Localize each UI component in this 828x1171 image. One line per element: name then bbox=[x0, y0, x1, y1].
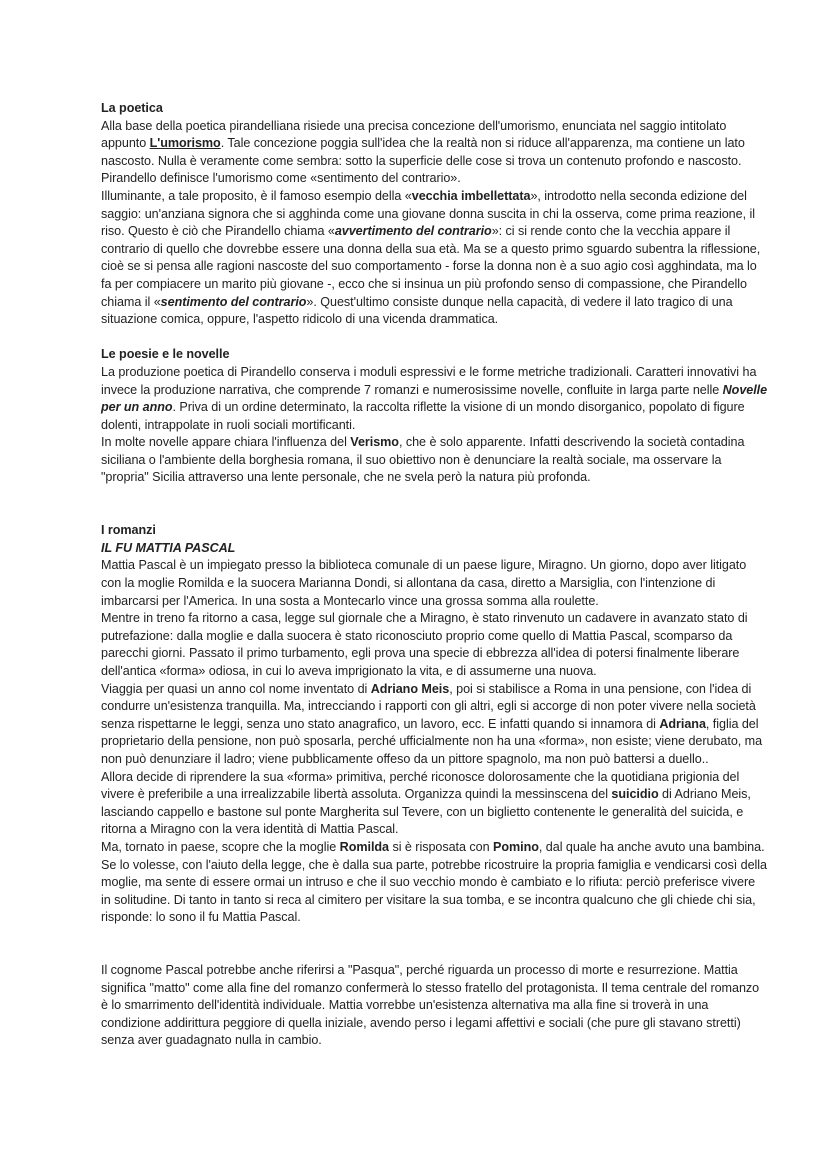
section-heading-poetica: La poetica bbox=[101, 101, 163, 115]
paragraph-trama-5: Ma, tornato in paese, scopre che la moglie Romilda si è risposata con Pomino, dal quale ha anche avuto una bambina. Se lo volesse, con l'aiuto della legge, che è dalla sua parte, potrebbe ricostruire la propria famiglia e vendicarsi così della moglie, ma sente di essere ormai un intruso e che il suo vecchio mondo è cambiato e lo rifiuta: perciò preferisce vivere in solitudine. Di tanto in tanto si reca al cimitero per visitare la sua tomba, e se incontra qualcuno che gli chiede chi sia, risponde: lo sono il fu Mattia Pascal. bbox=[101, 839, 768, 925]
section-conclusione bbox=[101, 962, 768, 1050]
spacer bbox=[101, 487, 768, 522]
section-poetica bbox=[101, 100, 768, 329]
paragraph-trama-3: Viaggia per quasi un anno col nome inventato di Adriano Meis, poi si stabilisce a Roma in una pensione, con l'idea di condurre un'esistenza tranquilla. Ma, intrecciando i rapporti con gli altri, egli si accorge di non poter vivere nella società senza rispettarne le leggi, senza uno stato anagrafico, un lavoro, ecc. E infatti quando si innamora di Adriana, figlia del proprietario della pensione, non può sposarla, perché ufficialmente non ha una «forma», non esiste; viene derubato, ma non può denunziare il ladro; viene pubblicamente offeso da un pittore spagnolo, ma non può battersi a duello.. bbox=[101, 681, 763, 766]
term-adriana: Adriana bbox=[659, 716, 706, 731]
paragraph-trama-2: Mentre in treno fa ritorno a casa, legge sul giornale che a Miragno, è stato rinvenuto un cadavere in avanzato stato di putrefazione: dalla moglie e dalla suocera è stato riconosciuto proprio come quello di Mattia Pascal, scomparso da parecchi giorni. Passato il primo turbamento, egli prova una specie di ebbrezza all'idea di potersi finalmente liberare dell'antica «forma» odiosa, in cui lo aveva imprigionato la vita, e di assumerne una nuova. bbox=[101, 611, 748, 678]
paragraph-trama-1: Mattia Pascal è un impiegato presso la biblioteca comunale di un paese ligure, Miragno. Un giorno, dopo aver litigato con la moglie Romilda e la suocera Marianna Dondi, si allontana da casa, diretto a Marsiglia, con l'intenzione di imbarcarsi per l'America. In una sosta a Montecarlo vince una grossa somma alla roulette. bbox=[101, 558, 747, 608]
section-poesie-novelle bbox=[101, 346, 768, 487]
spacer bbox=[101, 927, 768, 962]
term-pomino: Pomino bbox=[493, 839, 539, 854]
paragraph-verismo: In molte novelle appare chiara l'influenza del Verismo, che è solo apparente. Infatti descrivendo la società contadina siciliana o l'ambiente della borghesia romana, il suo obiettivo non è denunciare la realtà sociale, ma osservare la "propria" Sicilia attraverso una lente personale, che ne svela però la natura più profonda. bbox=[101, 435, 745, 485]
section-romanzi bbox=[101, 522, 768, 927]
section-heading-romanzi: I romanzi bbox=[101, 523, 156, 538]
term-vecchia-imbellettata: vecchia imbellettata bbox=[411, 188, 531, 203]
term-sentimento: sentimento del contrario bbox=[160, 294, 307, 309]
novel-title: IL FU MATTIA PASCAL bbox=[101, 540, 236, 555]
term-avvertimento: avvertimento del contrario bbox=[334, 224, 492, 239]
paragraph-conclusione: Il cognome Pascal potrebbe anche riferirsi a "Pasqua", perché riguarda un processo di morte e resurrezione. Mattia significa "matto" come alla fine del romanzo confermerà lo stesso fratello del protagonista. Il tema centrale del romanzo è lo smarrimento dell'identità individuale. Mattia vorrebbe un'esistenza alternativa ma alla fine si troverà in una condizione addirittura peggiore di quella iniziale, avendo perso i legami affettivi e sociali (che pure gli stavano stretti) senza aver guadagnato nulla in cambio. bbox=[101, 963, 760, 1048]
term-umorismo: L'umorismo bbox=[149, 136, 221, 151]
spacer bbox=[101, 329, 768, 347]
term-adriano-meis: Adriano Meis bbox=[370, 681, 450, 696]
paragraph-vecchia-imbellettata: Illuminante, a tale proposito, è il famoso esempio della «vecchia imbellettata», introdotto nella seconda edizione del saggio: un'anziana signora che si agghinda come una giovane donna suscita in chi la osserva, come prima reazione, il riso. Questo è ciò che Pirandello chiama «avvertimento del contrario»: ci si rende conto che la vecchia appare il contrario di quello che dovrebbe essere una donna della sua età. Ma se a questo primo sguardo subentra la riflessione, cioè se si pensa alle ragioni nascoste del suo comportamento - forse la donna non è a suo agio così agghindata, ma lo fa per compiacere un marito più giovane -, ecco che si insinua un più profondo senso di compassione, che Pirandello chiama il «sentimento del contrario». Quest'ultimo consiste dunque nella capacità, di vedere il lato tragico di una situazione comica, oppure, l'aspetto ridicolo di una vicenda drammatica. bbox=[101, 188, 761, 327]
paragraph-produzione: La produzione poetica di Pirandello conserva i moduli espressivi e le forme metriche tradizionali. Caratteri innovativi ha invece la produzione narrativa, che comprende 7 romanzi e numerosissime novelle, confluite in larga parte nelle Novelle per un anno. Priva di un ordine determinato, la raccolta riflette la visione di un mondo disorganico, popolato di figure dolenti, intrappolate in ruoli sociali mortificanti. bbox=[101, 364, 768, 432]
section-heading-poesie: Le poesie e le novelle bbox=[101, 347, 230, 362]
paragraph-umorismo: Alla base della poetica pirandelliana risiede una precisa concezione dell'umorismo, enunciata nel saggio intitolato appunto L'umorismo. Tale concezione poggia sull'idea che la realtà non si riduce all'apparenza, ma contiene un lato nascosto. Nulla è veramente come sembra: sotto la superficie delle cose si trova un contenuto profondo e nascosto. Pirandello definisce l'umorismo come «sentimento del contrario». bbox=[101, 118, 745, 186]
term-verismo: Verismo bbox=[350, 435, 399, 450]
paragraph-trama-4: Allora decide di riprendere la sua «forma» primitiva, perché riconosce dolorosamente che la quotidiana prigionia del vivere è preferibile a una irrealizzabile libertà assoluta. Organizza quindi la messinscena del suicidio di Adriano Meis, lasciando cappello e bastone sul ponte Margherita sul Tevere, con un biglietto contenente le generalità del suicida, e ritorna a Miragno con la vera identità di Mattia Pascal. bbox=[101, 769, 751, 837]
term-novelle-per-un-anno: Novelle per un anno bbox=[101, 382, 768, 415]
term-romilda: Romilda bbox=[339, 839, 390, 854]
term-suicidio: suicidio bbox=[611, 787, 659, 802]
